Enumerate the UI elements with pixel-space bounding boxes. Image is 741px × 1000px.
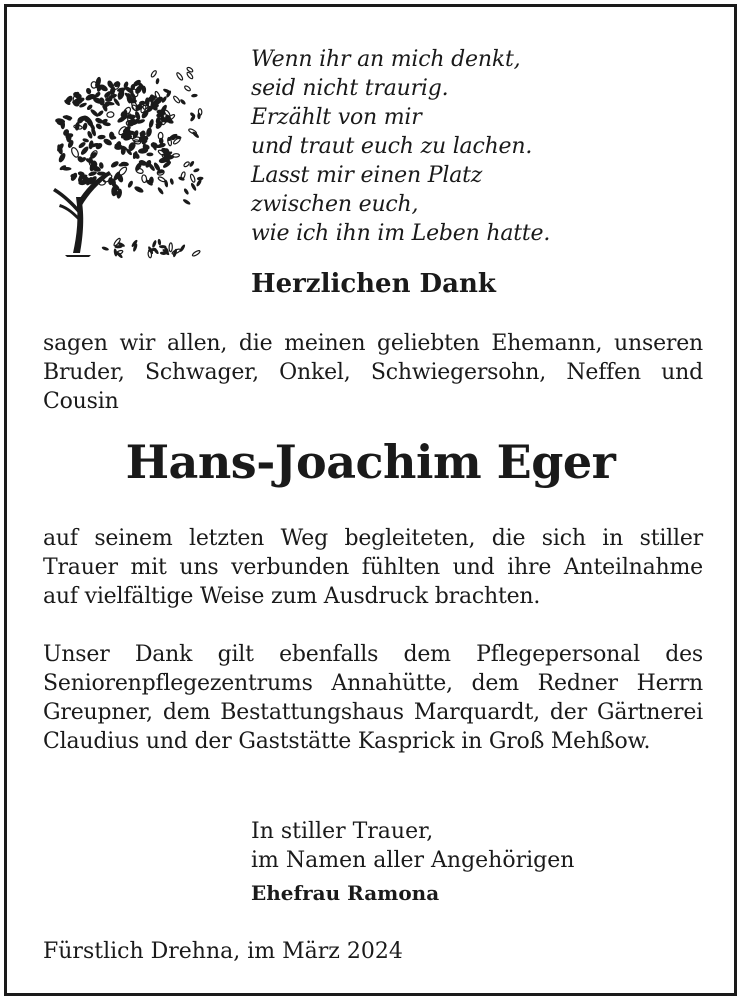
tree-icon	[33, 45, 208, 259]
poem-line: Wenn ihr an mich denkt,	[251, 47, 521, 72]
deceased-name: Hans-Joachim Eger	[125, 435, 616, 489]
place-date: Fürstlich Drehna, im März 2024	[43, 939, 403, 964]
poem	[251, 45, 550, 248]
closing-line-1: In stiller Trauer,	[251, 819, 434, 844]
closing-line-2: im Namen aller Angehörigen	[251, 848, 575, 873]
intro-paragraph: sagen wir allen, die meinen geliebten Ehemann, unseren Bruder, Schwager, Onkel, Schwiegersohn, Neffen und Cousin	[43, 331, 703, 414]
poem-line: Lasst mir einen Platz	[251, 163, 483, 188]
obituary-notice	[4, 4, 737, 996]
poem-line: zwischen euch,	[251, 192, 419, 217]
signer-name: Ehefrau Ramona	[251, 881, 440, 905]
poem-line: wie ich ihn im Leben hatte.	[251, 221, 551, 246]
body-paragraph-1: auf seinem letzten Weg begleiteten, die sich in stiller Trauer mit uns verbunden fühlten und ihre Anteilnahme auf vielfältige Weise zum Ausdruck brachten.	[43, 526, 703, 609]
poem-line: und traut euch zu lachen.	[251, 134, 533, 159]
poem-line: seid nicht traurig.	[251, 76, 449, 101]
poem-line: Erzählt von mir	[251, 105, 422, 130]
thanks-heading: Herzlichen Dank	[251, 269, 496, 299]
body-paragraph-2: Unser Dank gilt ebenfalls dem Pflegepersonal des Seniorenpflegezentrums Annahütte, dem Redner Herrn Greupner, dem Bestattungshaus Marquardt, der Gärtnerei Claudius und der Gaststätte Kasprick in Groß Mehßow.	[43, 642, 703, 754]
